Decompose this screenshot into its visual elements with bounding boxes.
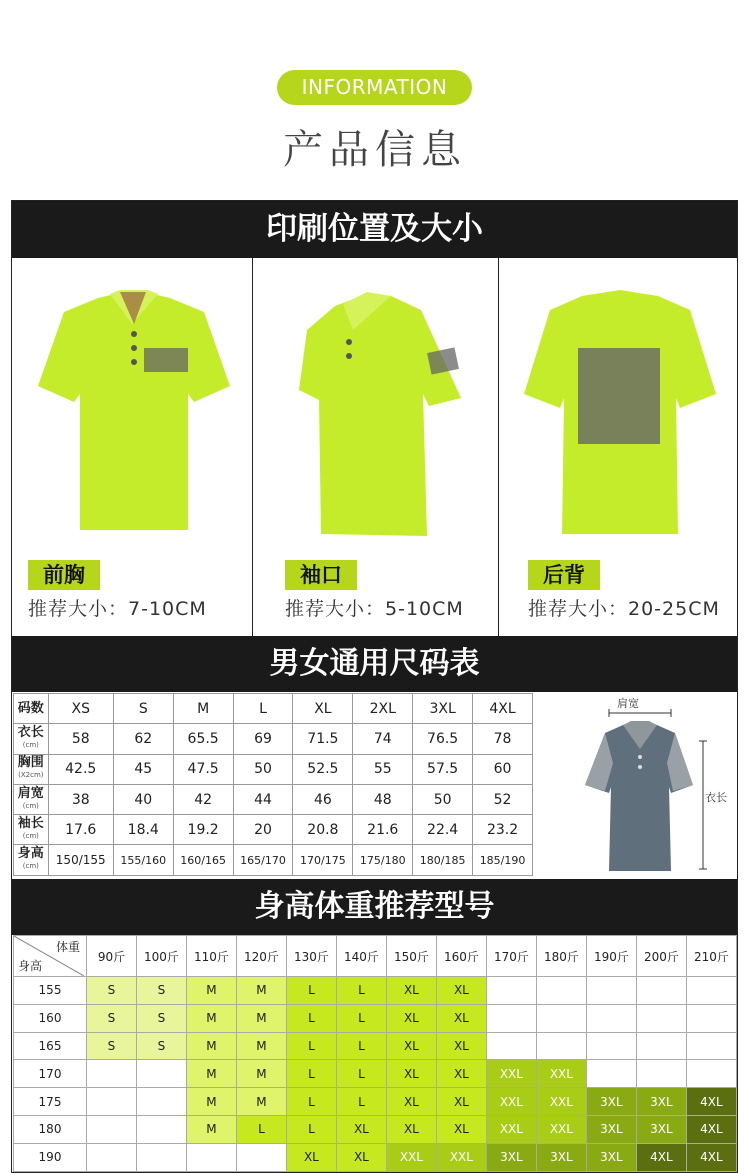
size-recommendation-cell: XXL [536,1088,586,1116]
size-cell: 20.8 [293,815,353,845]
size-recommendation-cell [636,1004,686,1032]
page-title: 产品信息 [283,127,467,173]
size-cell: 40 [113,784,173,814]
table-row [14,977,737,1005]
back-recommend: 推荐大小：20-25CM [528,598,720,620]
size-recommendation-cell [586,1032,636,1060]
size-cell: 44 [233,784,293,814]
size-recommendation-cell [636,1060,686,1088]
size-recommendation-cell [136,1143,186,1171]
size-recommendation-cell: 3XL [586,1115,636,1143]
size-cell: 45 [113,754,173,784]
weight-header: 150斤 [386,936,436,977]
size-header-cell: S [113,694,173,724]
table-row [14,754,533,784]
size-cell: 185/190 [473,845,533,875]
size-recommendation-cell [536,977,586,1005]
size-cell: 58 [48,724,113,754]
back-tag: 后背 [528,560,600,590]
weight-header: 210斤 [686,936,736,977]
size-recommendation-cell: XL [336,1143,386,1171]
size-cell: 170/175 [293,845,353,875]
size-recommendation-cell: 3XL [636,1088,686,1116]
back-shirt-image [522,290,718,535]
table-row [14,784,533,814]
weight-header: 90斤 [87,936,137,977]
size-cell: 52.5 [293,754,353,784]
size-recommendation-cell [586,1060,636,1088]
size-recommendation-cell [87,1088,137,1116]
size-recommendation-cell [586,1004,636,1032]
size-recommendation-cell [136,1060,186,1088]
information-pill: INFORMATION [277,70,472,105]
weight-header: 170斤 [486,936,536,977]
size-recommendation-cell: XL [386,977,436,1005]
size-recommendation-cell: L [286,1060,336,1088]
size-recommendation-cell [686,1060,736,1088]
size-header-cell: 2XL [353,694,413,724]
size-recommendation-cell [186,1143,236,1171]
size-recommendation-cell: XL [436,1088,486,1116]
table-row [14,1115,737,1143]
size-recommendation-cell: 3XL [536,1143,586,1171]
size-recommendation-cell: XL [436,1115,486,1143]
size-recommendation-cell: L [236,1115,286,1143]
size-recommendation-cell: S [87,1032,137,1060]
size-cell: 62 [113,724,173,754]
size-cell: 150/155 [48,845,113,875]
size-header-cell: 4XL [473,694,533,724]
size-recommendation-cell: L [336,977,386,1005]
height-label: 175 [14,1088,87,1116]
height-label: 190 [14,1143,87,1171]
size-cell: 76.5 [413,724,473,754]
shoulder-label: 肩宽 [617,697,639,710]
size-recommendation-cell: XL [386,1004,436,1032]
size-recommendation-cell: 3XL [636,1115,686,1143]
size-recommendation-cell [486,1032,536,1060]
size-cell: 18.4 [113,815,173,845]
grey-shirt-image [545,693,735,877]
divider [252,258,253,636]
row-label: 衣长 (cm) [14,724,49,754]
size-recommendation-cell: S [87,977,137,1005]
divider [498,258,499,636]
size-recommendation-cell: M [236,1032,286,1060]
weight-header: 140斤 [336,936,386,977]
size-recommendation-cell: 4XL [636,1143,686,1171]
size-recommendation-cell: 3XL [586,1143,636,1171]
size-recommendation-cell: XL [436,1032,486,1060]
weight-header: 120斤 [236,936,286,977]
size-recommendation-cell: XL [336,1115,386,1143]
size-recommendation-cell: XXL [486,1115,536,1143]
size-recommendation-cell: XL [386,1060,436,1088]
size-recommendation-cell: 3XL [486,1143,536,1171]
size-recommendation-cell: M [236,1004,286,1032]
size-recommendation-cell: M [186,1115,236,1143]
size-recommendation-cell: XL [436,1004,486,1032]
height-label: 160 [14,1004,87,1032]
size-cell: 17.6 [48,815,113,845]
size-recommendation-cell: S [87,1004,137,1032]
size-recommendation-cell: XL [386,1088,436,1116]
size-recommendation-cell: M [186,1088,236,1116]
height-label: 165 [14,1032,87,1060]
size-recommendation-cell [486,1004,536,1032]
size-recommendation-cell: L [336,1004,386,1032]
size-recommendation-cell: 3XL [586,1088,636,1116]
front-chest-tag: 前胸 [28,560,100,590]
size-cell: 38 [48,784,113,814]
sleeve-shirt-image [295,290,465,540]
size-cell: 23.2 [473,815,533,845]
row-label: 肩宽 (cm) [14,784,49,814]
size-cell: 69 [233,724,293,754]
size-recommendation-cell: XL [386,1115,436,1143]
size-recommendation-cell: 4XL [686,1143,736,1171]
size-header-cell: L [233,694,293,724]
size-recommendation-cell: L [286,1004,336,1032]
size-cell: 20 [233,815,293,845]
table-row [14,845,533,875]
front-shirt-image [36,290,232,535]
weight-header: 100斤 [136,936,186,977]
size-recommendation-cell: L [286,1115,336,1143]
size-cell: 42 [173,784,233,814]
size-cell: 50 [233,754,293,784]
size-recommendation-cell: M [236,1060,286,1088]
height-axis-label: 身高 [18,959,43,973]
size-recommendation-cell: L [286,1088,336,1116]
size-cell: 21.6 [353,815,413,845]
size-cell: 155/160 [113,845,173,875]
size-recommendation-cell: L [286,977,336,1005]
weight-header: 180斤 [536,936,586,977]
size-cell: 74 [353,724,413,754]
row-label: 身高 (cm) [14,845,49,875]
size-recommendation-cell [87,1143,137,1171]
measurement-diagram [545,693,735,877]
size-recommendation-cell: S [136,1032,186,1060]
print-section-title: 印刷位置及大小 [12,201,737,258]
size-header-label: 码数 [14,694,49,724]
size-recommendation-cell: M [236,1088,286,1116]
weight-header: 130斤 [286,936,336,977]
size-header-cell: XL [293,694,353,724]
size-cell: 160/165 [173,845,233,875]
size-cell: 180/185 [413,845,473,875]
size-cell: 42.5 [48,754,113,784]
size-cell: 52 [473,784,533,814]
size-recommendation-cell [87,1060,137,1088]
size-recommendation-cell: M [186,977,236,1005]
size-recommendation-cell: XL [436,977,486,1005]
front-chest-recommend: 推荐大小：7-10CM [28,598,207,620]
size-table [13,693,533,876]
size-recommendation-cell: M [186,1004,236,1032]
size-recommendation-cell: 4XL [686,1088,736,1116]
table-row [14,1143,737,1171]
size-recommendation-cell [636,977,686,1005]
size-recommendation-cell: M [236,977,286,1005]
weight-header: 110斤 [186,936,236,977]
table-row [14,1032,737,1060]
size-cell: 47.5 [173,754,233,784]
size-section-title: 男女通用尺码表 [12,636,737,692]
size-recommendation-cell: L [336,1032,386,1060]
size-recommendation-cell: M [186,1060,236,1088]
size-header-cell: XS [48,694,113,724]
sleeve-tag: 袖口 [285,560,357,590]
weight-header: 200斤 [636,936,686,977]
size-recommendation-cell: L [286,1032,336,1060]
height-label: 155 [14,977,87,1005]
row-label: 胸围 (X2cm) [14,754,49,784]
table-row [14,1088,737,1116]
size-recommendation-cell [486,977,536,1005]
size-recommendation-cell [136,1088,186,1116]
height-label: 170 [14,1060,87,1088]
size-recommendation-cell [586,977,636,1005]
size-recommendation-cell: XXL [486,1088,536,1116]
size-recommendation-cell [236,1143,286,1171]
size-recommendation-cell: L [336,1060,386,1088]
size-recommendation-cell [686,1032,736,1060]
size-header-cell: M [173,694,233,724]
size-recommendation-cell: XXL [486,1060,536,1088]
size-header-cell: 3XL [413,694,473,724]
size-cell: 19.2 [173,815,233,845]
size-cell: 60 [473,754,533,784]
size-cell: 165/170 [233,845,293,875]
table-row [14,1060,737,1088]
size-cell: 78 [473,724,533,754]
weight-section-title: 身高体重推荐型号 [12,879,737,935]
weight-header: 190斤 [586,936,636,977]
size-cell: 50 [413,784,473,814]
size-cell: 71.5 [293,724,353,754]
size-recommendation-cell [136,1115,186,1143]
size-recommendation-cell: XL [286,1143,336,1171]
size-recommendation-cell: XXL [536,1115,586,1143]
row-label: 袖长 (cm) [14,815,49,845]
length-label: 衣长 [705,791,727,804]
table-row [14,724,533,754]
weight-header: 160斤 [436,936,486,977]
size-recommendation-cell: XL [386,1032,436,1060]
size-cell: 57.5 [413,754,473,784]
size-recommendation-cell: XL [436,1060,486,1088]
weight-axis-label: 体重 [55,940,80,954]
size-recommendation-cell: XXL [386,1143,436,1171]
sleeve-recommend: 推荐大小：5-10CM [285,598,464,620]
size-cell: 55 [353,754,413,784]
corner-cell [14,936,87,977]
size-recommendation-cell: XXL [536,1060,586,1088]
weight-height-table [13,935,737,1172]
size-cell: 175/180 [353,845,413,875]
height-label: 180 [14,1115,87,1143]
table-row [14,1004,737,1032]
size-cell: 46 [293,784,353,814]
size-recommendation-cell: S [136,977,186,1005]
size-recommendation-cell: XXL [436,1143,486,1171]
table-row [14,815,533,845]
size-recommendation-cell [636,1032,686,1060]
size-recommendation-cell [686,1004,736,1032]
size-recommendation-cell [536,1032,586,1060]
size-cell: 65.5 [173,724,233,754]
size-recommendation-cell: M [186,1032,236,1060]
size-recommendation-cell: S [136,1004,186,1032]
size-recommendation-cell: L [336,1088,386,1116]
size-recommendation-cell [686,977,736,1005]
size-cell: 48 [353,784,413,814]
size-recommendation-cell [536,1004,586,1032]
size-cell: 22.4 [413,815,473,845]
size-recommendation-cell: 4XL [686,1115,736,1143]
size-recommendation-cell [87,1115,137,1143]
